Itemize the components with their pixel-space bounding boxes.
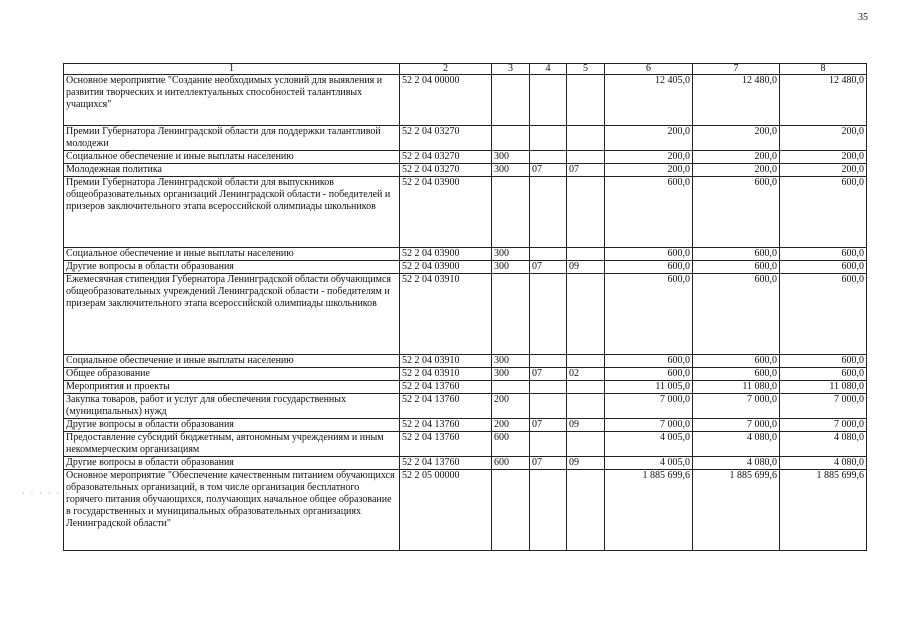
amount-year3-cell: 200,0	[780, 126, 867, 151]
section-cell	[530, 355, 567, 368]
section-cell: 07	[530, 164, 567, 177]
target-code-cell: 52 2 04 13760	[400, 381, 492, 394]
item-name-cell: Социальное обеспечение и иные выплаты населению	[64, 248, 400, 261]
target-code-cell: 52 2 04 03910	[400, 368, 492, 381]
amount-year3-cell: 4 080,0	[780, 457, 867, 470]
subsection-cell	[567, 274, 605, 355]
subsection-cell: 02	[567, 368, 605, 381]
expense-type-cell	[492, 274, 530, 355]
target-code-cell: 52 2 04 03900	[400, 177, 492, 248]
table-row	[64, 75, 867, 126]
section-cell	[530, 126, 567, 151]
table-row	[64, 457, 867, 470]
table-row	[64, 381, 867, 394]
amount-year2-cell: 4 080,0	[693, 457, 780, 470]
amount-year1-cell: 4 005,0	[605, 457, 693, 470]
table-row	[64, 261, 867, 274]
item-name-cell: Премии Губернатора Ленинградской области для выпускников общеобразовательных организаций Ленинградской области - победителей и призеров заключительного этапа всероссийской олимпиады школьников	[64, 177, 400, 248]
target-code-cell: 52 2 04 13760	[400, 394, 492, 419]
section-cell	[530, 432, 567, 457]
item-name-cell: Молодежная политика	[64, 164, 400, 177]
target-code-cell: 52 2 04 03270	[400, 164, 492, 177]
amount-year3-cell: 600,0	[780, 368, 867, 381]
amount-year2-cell: 200,0	[693, 126, 780, 151]
section-cell: 07	[530, 457, 567, 470]
header-cell: 3	[492, 64, 530, 75]
amount-year1-cell: 12 405,0	[605, 75, 693, 126]
amount-year3-cell: 600,0	[780, 177, 867, 248]
item-name-cell: Основное мероприятие "Создание необходимых условий для выявления и развития творческих и интеллектуальных способностей талантливых учащихся"	[64, 75, 400, 126]
target-code-cell: 52 2 05 00000	[400, 470, 492, 551]
target-code-cell: 52 2 04 03270	[400, 126, 492, 151]
target-code-cell: 52 2 04 13760	[400, 457, 492, 470]
amount-year1-cell: 600,0	[605, 355, 693, 368]
expense-type-cell: 300	[492, 164, 530, 177]
amount-year1-cell: 11 005,0	[605, 381, 693, 394]
expense-type-cell	[492, 381, 530, 394]
amount-year1-cell: 7 000,0	[605, 419, 693, 432]
item-name-cell: Социальное обеспечение и иные выплаты населению	[64, 355, 400, 368]
amount-year3-cell: 600,0	[780, 248, 867, 261]
header-cell: 4	[530, 64, 567, 75]
subsection-cell	[567, 394, 605, 419]
amount-year3-cell: 600,0	[780, 261, 867, 274]
table-row	[64, 274, 867, 355]
target-code-cell: 52 2 04 03900	[400, 261, 492, 274]
amount-year1-cell: 200,0	[605, 151, 693, 164]
table-row	[64, 355, 867, 368]
amount-year1-cell: 600,0	[605, 248, 693, 261]
subsection-cell	[567, 177, 605, 248]
amount-year2-cell: 600,0	[693, 177, 780, 248]
amount-year3-cell: 11 080,0	[780, 381, 867, 394]
expense-type-cell: 200	[492, 394, 530, 419]
section-cell	[530, 381, 567, 394]
table-row	[64, 126, 867, 151]
expense-type-cell: 600	[492, 457, 530, 470]
section-cell	[530, 151, 567, 164]
expense-type-cell: 300	[492, 248, 530, 261]
amount-year1-cell: 600,0	[605, 261, 693, 274]
amount-year1-cell: 7 000,0	[605, 394, 693, 419]
table-row	[64, 419, 867, 432]
amount-year2-cell: 7 000,0	[693, 419, 780, 432]
subsection-cell	[567, 470, 605, 551]
table-row	[64, 432, 867, 457]
amount-year2-cell: 600,0	[693, 368, 780, 381]
subsection-cell: 09	[567, 419, 605, 432]
amount-year2-cell: 12 480,0	[693, 75, 780, 126]
item-name-cell: Предоставление субсидий бюджетным, автономным учреждениям и иным некоммерческим организациям	[64, 432, 400, 457]
target-code-cell: 52 2 04 03910	[400, 355, 492, 368]
budget-table	[63, 63, 867, 551]
expense-type-cell	[492, 75, 530, 126]
expense-type-cell: 300	[492, 151, 530, 164]
target-code-cell: 52 2 04 03910	[400, 274, 492, 355]
amount-year3-cell: 1 885 699,6	[780, 470, 867, 551]
amount-year3-cell: 12 480,0	[780, 75, 867, 126]
amount-year2-cell: 200,0	[693, 151, 780, 164]
section-cell	[530, 177, 567, 248]
amount-year3-cell: 4 080,0	[780, 432, 867, 457]
amount-year3-cell: 600,0	[780, 355, 867, 368]
amount-year3-cell: 7 000,0	[780, 394, 867, 419]
target-code-cell: 52 2 04 13760	[400, 432, 492, 457]
item-name-cell: Мероприятия и проекты	[64, 381, 400, 394]
amount-year3-cell: 200,0	[780, 164, 867, 177]
target-code-cell: 52 2 04 03900	[400, 248, 492, 261]
amount-year2-cell: 600,0	[693, 355, 780, 368]
amount-year1-cell: 600,0	[605, 274, 693, 355]
expense-type-cell	[492, 470, 530, 551]
amount-year1-cell: 200,0	[605, 164, 693, 177]
amount-year1-cell: 1 885 699,6	[605, 470, 693, 551]
table-row	[64, 248, 867, 261]
expense-type-cell: 200	[492, 419, 530, 432]
amount-year1-cell: 200,0	[605, 126, 693, 151]
header-cell: 8	[780, 64, 867, 75]
section-cell	[530, 75, 567, 126]
subsection-cell	[567, 381, 605, 394]
amount-year3-cell: 600,0	[780, 274, 867, 355]
section-cell	[530, 274, 567, 355]
table-row	[64, 164, 867, 177]
table-row	[64, 177, 867, 248]
amount-year3-cell: 200,0	[780, 151, 867, 164]
subsection-cell: 09	[567, 261, 605, 274]
amount-year1-cell: 4 005,0	[605, 432, 693, 457]
header-cell: 1	[64, 64, 400, 75]
item-name-cell: Другие вопросы в области образования	[64, 419, 400, 432]
expense-type-cell: 600	[492, 432, 530, 457]
item-name-cell: Премии Губернатора Ленинградской области для поддержки талантливой молодежи	[64, 126, 400, 151]
amount-year2-cell: 11 080,0	[693, 381, 780, 394]
item-name-cell: Основное мероприятие "Обеспечение качественным питанием обучающихся образовательных организаций, в том числе организация бесплатного горячего питания обучающихся, получающих начальное общее образование в государственных и муниципальных образовательных организациях Ленинградской области"	[64, 470, 400, 551]
subsection-cell: 09	[567, 457, 605, 470]
header-cell: 6	[605, 64, 693, 75]
expense-type-cell: 300	[492, 368, 530, 381]
header-cell: 7	[693, 64, 780, 75]
item-name-cell: Общее образование	[64, 368, 400, 381]
expense-type-cell	[492, 177, 530, 248]
target-code-cell: 52 2 04 13760	[400, 419, 492, 432]
subsection-cell	[567, 248, 605, 261]
subsection-cell	[567, 432, 605, 457]
page-number: 35	[858, 12, 868, 23]
item-name-cell: Социальное обеспечение и иные выплаты населению	[64, 151, 400, 164]
amount-year3-cell: 7 000,0	[780, 419, 867, 432]
amount-year2-cell: 200,0	[693, 164, 780, 177]
scan-edge-mark: · · · · · ·	[22, 489, 70, 498]
section-cell	[530, 248, 567, 261]
table-row	[64, 394, 867, 419]
amount-year2-cell: 4 080,0	[693, 432, 780, 457]
header-cell: 2	[400, 64, 492, 75]
table-body	[64, 75, 867, 551]
amount-year2-cell: 7 000,0	[693, 394, 780, 419]
item-name-cell: Другие вопросы в области образования	[64, 457, 400, 470]
header-row	[64, 64, 867, 75]
amount-year1-cell: 600,0	[605, 368, 693, 381]
amount-year2-cell: 600,0	[693, 261, 780, 274]
item-name-cell: Закупка товаров, работ и услуг для обеспечения государственных (муниципальных) нужд	[64, 394, 400, 419]
table-row	[64, 151, 867, 164]
target-code-cell: 52 2 04 03270	[400, 151, 492, 164]
amount-year2-cell: 600,0	[693, 248, 780, 261]
table-row	[64, 368, 867, 381]
table-row	[64, 470, 867, 551]
subsection-cell: 07	[567, 164, 605, 177]
expense-type-cell: 300	[492, 355, 530, 368]
section-cell	[530, 394, 567, 419]
subsection-cell	[567, 355, 605, 368]
target-code-cell: 52 2 04 00000	[400, 75, 492, 126]
amount-year2-cell: 600,0	[693, 274, 780, 355]
header-cell: 5	[567, 64, 605, 75]
subsection-cell	[567, 126, 605, 151]
amount-year2-cell: 1 885 699,6	[693, 470, 780, 551]
section-cell	[530, 470, 567, 551]
item-name-cell: Ежемесячная стипендия Губернатора Ленинградской области обучающимся общеобразовательных учреждений Ленинградской области - победителям и призерам заключительного этапа всероссийской олимпиады школьников	[64, 274, 400, 355]
section-cell: 07	[530, 261, 567, 274]
section-cell: 07	[530, 368, 567, 381]
item-name-cell: Другие вопросы в области образования	[64, 261, 400, 274]
section-cell: 07	[530, 419, 567, 432]
subsection-cell	[567, 75, 605, 126]
amount-year1-cell: 600,0	[605, 177, 693, 248]
expense-type-cell	[492, 126, 530, 151]
expense-type-cell: 300	[492, 261, 530, 274]
subsection-cell	[567, 151, 605, 164]
